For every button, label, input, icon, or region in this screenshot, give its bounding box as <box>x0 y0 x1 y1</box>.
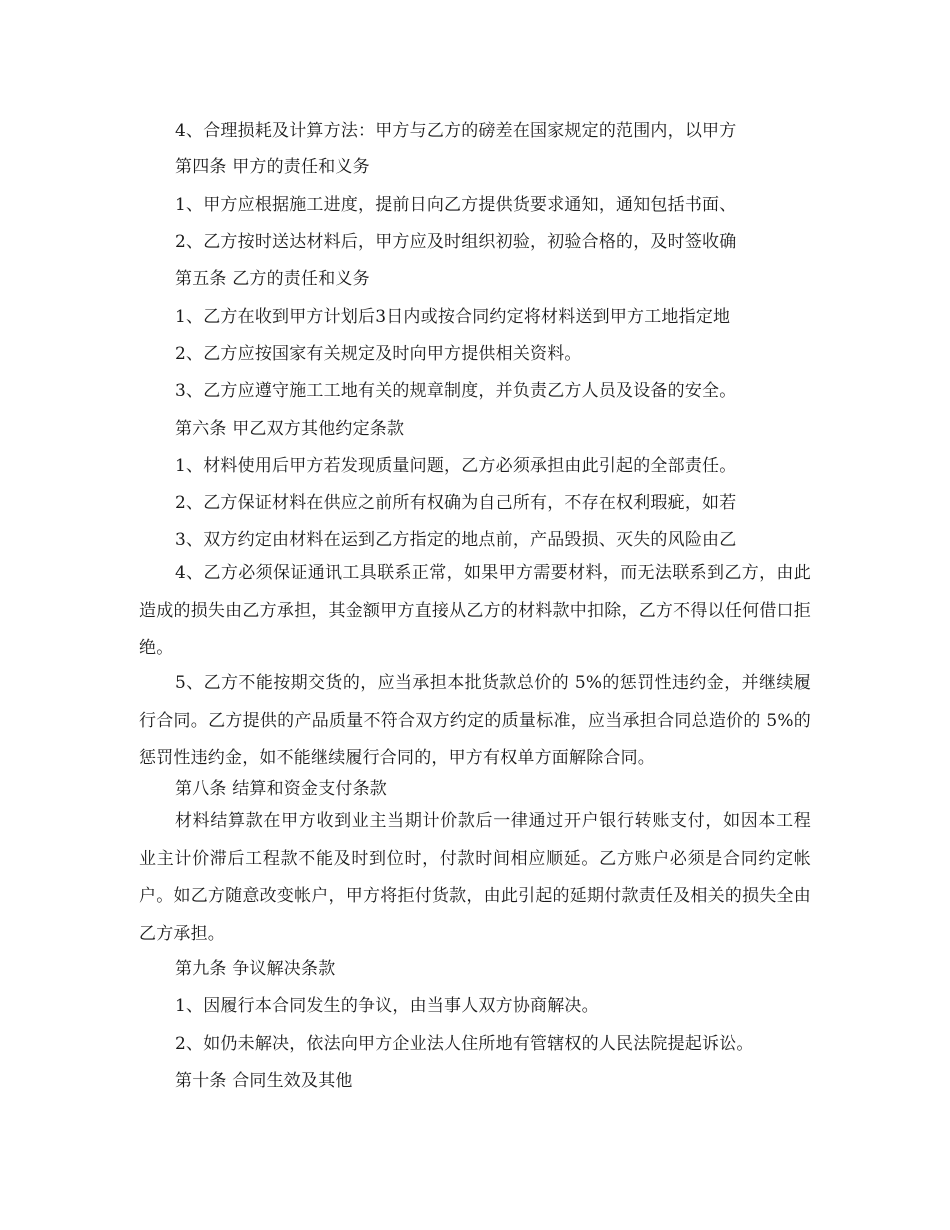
clause-line-loss-calculation: 4、合理损耗及计算方法：甲方与乙方的磅差在国家规定的范围内，以甲方 <box>175 121 737 141</box>
heading-article-8: 第八条 结算和资金支付条款 <box>175 779 388 799</box>
clause-line-party-b-safety: 3、乙方应遵守施工工地有关的规章制度，并负责乙方人员及设备的安全。 <box>175 381 737 401</box>
clause-line-risk-transfer: 3、双方约定由材料在运到乙方指定的地点前，产品毁损、灭失的风险由乙 <box>175 530 737 550</box>
clause-line-party-a-inspection: 2、乙方按时送达材料后，甲方应及时组织初验，初验合格的，及时签收确 <box>175 232 737 252</box>
clause-paragraph-settlement: 材料结算款在甲方收到业主当期计价款后一律通过开户银行转账支付，如因本工程业主计价滞后工程款不能及时到位时，付款时间相应顺延。乙方账户必须是合同约定帐户。如乙方随意改变帐户，甲方将拒付货款，由此引起的延期付款责任及相关的损失全由乙方承担。 <box>139 811 811 944</box>
heading-article-6: 第六条 甲乙双方其他约定条款 <box>175 419 405 439</box>
clause-line-quality-liability: 1、材料使用后甲方若发现质量问题，乙方必须承担由此引起的全部责任。 <box>175 456 737 476</box>
heading-article-5: 第五条 乙方的责任和义务 <box>175 269 370 289</box>
heading-article-9: 第九条 争议解决条款 <box>175 959 336 979</box>
clause-line-party-b-delivery: 1、乙方在收到甲方计划后3日内或按合同约定将材料送到甲方工地指定地 <box>175 307 731 327</box>
clause-line-party-b-documents: 2、乙方应按国家有关规定及时向甲方提供相关资料。 <box>175 344 582 364</box>
clause-line-litigation: 2、如仍未解决，依法向甲方企业法人住所地有管辖权的人民法院提起诉讼。 <box>175 1034 754 1054</box>
heading-article-10: 第十条 合同生效及其他 <box>175 1071 353 1091</box>
clause-line-ownership-guarantee: 2、乙方保证材料在供应之前所有权确为自己所有，不存在权利瑕疵，如若 <box>175 493 737 513</box>
clause-line-party-a-notice: 1、甲方应根据施工进度，提前日向乙方提供货要求通知，通知包括书面、 <box>175 195 737 215</box>
clause-line-negotiation: 1、因履行本合同发生的争议，由当事人双方协商解决。 <box>175 996 599 1016</box>
clause-paragraph-delivery-penalty: 5、乙方不能按期交货的，应当承担本批货款总价的 5%的惩罚性违约金，并继续履行合同。乙方提供的产品质量不符合双方约定的质量标准，应当承担合同总造价的 5%的惩罚性违约金，如不能继续履行合同的，甲方有权单方面解除合同。 <box>139 673 811 768</box>
clause-paragraph-communication: 4、乙方必须保证通讯工具联系正常，如果甲方需要材料，而无法联系到乙方，由此造成的损失由乙方承担，其金额甲方直接从乙方的材料款中扣除，乙方不得以任何借口拒绝。 <box>139 563 811 658</box>
heading-article-4: 第四条 甲方的责任和义务 <box>175 157 370 177</box>
